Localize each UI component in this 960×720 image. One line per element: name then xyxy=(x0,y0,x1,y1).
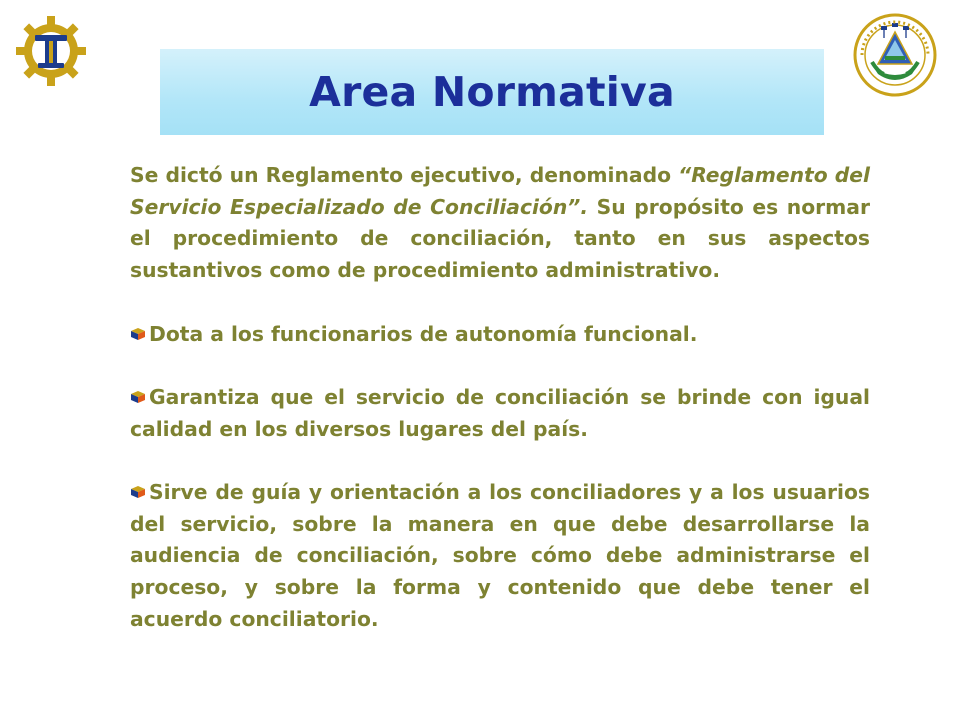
bullet-text: Dota a los funcionarios de autonomía funcional. xyxy=(149,321,698,346)
bullet-item xyxy=(130,319,870,351)
intro-after: Su propósito es normar el procedimiento de conciliación, tanto en sus aspectos sustantivos como de procedimiento administrativo. xyxy=(130,194,870,283)
bullet-item xyxy=(130,477,870,636)
regulation-name: “Reglamento del Servicio Especializado de Conciliación”. xyxy=(130,163,870,219)
bullet-item xyxy=(130,382,870,445)
bullet-marker-icon xyxy=(130,477,146,491)
slide-body xyxy=(130,160,870,636)
title-banner xyxy=(160,49,824,135)
gear-logo-icon xyxy=(14,14,88,88)
bullet-marker-icon xyxy=(130,382,146,396)
intro-paragraph xyxy=(130,160,870,287)
intro-before: Se dictó un Reglamento ejecutivo, denominado xyxy=(130,163,679,187)
national-seal-icon xyxy=(852,12,938,98)
bullet-marker-icon xyxy=(130,319,146,333)
slide-title: Area Normativa xyxy=(309,68,675,116)
bullet-text: Sirve de guía y orientación a los conciliadores y a los usuarios del servicio, sobre la manera en que debe desarrollarse la audiencia de conciliación, sobre cómo debe administrarse el proceso, y sobre la forma y contenido que debe tener el acuerdo conciliatorio. xyxy=(130,479,870,631)
bullet-text: Garantiza que el servicio de conciliación se brinde con igual calidad en los diversos lugares del país. xyxy=(130,384,870,441)
